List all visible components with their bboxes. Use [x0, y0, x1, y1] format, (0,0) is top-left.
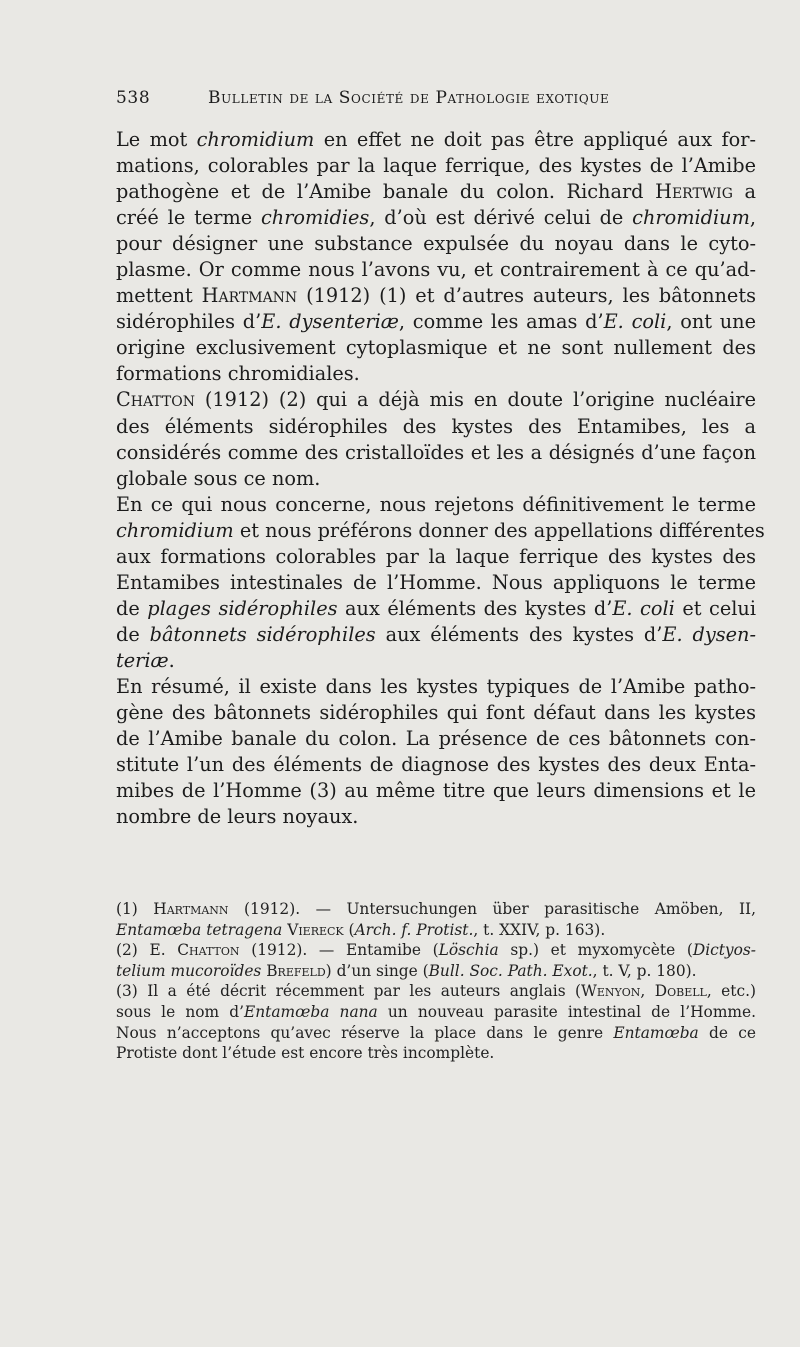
text-run: (1) [116, 900, 154, 918]
text-run: , [640, 982, 655, 1001]
text-run: chromidium [116, 518, 234, 542]
text-run: , d’où est dérivé celui de [369, 206, 633, 230]
text-run: Nous n’acceptons qu’avec réserve la place dans le genre [116, 1023, 614, 1042]
text-run: aux éléments des kystes d’ [375, 622, 663, 646]
text-run: Viereck [287, 920, 344, 939]
footnote-line [116, 1023, 756, 1044]
text-run: Chatton [116, 388, 195, 412]
text-run: (3) Il a été décrit récemment par les auteurs anglais ( [116, 982, 582, 1001]
text-run: Le mot [116, 128, 197, 151]
text-run: Bull. Soc. Path. Exot. [428, 961, 593, 980]
footnotes [116, 899, 756, 1064]
text-line [116, 309, 756, 335]
text-run: . [168, 648, 175, 672]
text-run: , t. XXIV, p. 163). [473, 920, 606, 939]
text-run: globale sous ce nom. [116, 466, 321, 490]
text-line [116, 414, 756, 440]
text-line [116, 596, 756, 622]
running-header [116, 88, 756, 108]
text-line [116, 648, 756, 674]
text-line [116, 700, 756, 726]
text-run: Entamœba nana [244, 1002, 378, 1021]
text-run: Dictyos- [692, 941, 756, 960]
text-run: mettent [116, 284, 202, 308]
footnote [116, 981, 756, 1063]
text-run: , etc.) [706, 982, 756, 1001]
text-line [116, 726, 756, 752]
text-run: Brefeld [266, 961, 326, 980]
text-run: En ce qui nous concerne, nous rejetons définitivement le terme [116, 492, 756, 516]
text-run: Entamœba [613, 1023, 699, 1042]
paragraph [116, 387, 756, 491]
text-run: Hertwig [655, 180, 733, 204]
footnote-line [116, 961, 756, 982]
text-run: mibes de l’Homme (3) au même titre que leurs dimensions et le [116, 779, 756, 803]
text-run: considérés comme des cristalloïdes et les a désignés d’une façon [116, 440, 756, 464]
text-run: de [116, 622, 150, 646]
text-line [116, 205, 756, 231]
text-run: ( [343, 920, 355, 939]
running-title: Bulletin de la Société de Pathologie exotique [208, 88, 610, 108]
text-run: a [732, 180, 757, 204]
text-run: E. coli [603, 310, 667, 334]
text-run: (2) E. [116, 941, 178, 960]
text-run: , ont une [666, 310, 756, 334]
text-run: des éléments sidérophiles des kystes des Entamibes, les a [116, 414, 756, 438]
footnote-line [116, 940, 756, 961]
text-line [116, 778, 756, 804]
text-run: Hartmann [201, 284, 298, 308]
text-run: Dobell [654, 982, 707, 1001]
text-run: (1912) (2) qui a déjà mis en doute l’origine nucléaire [194, 388, 756, 412]
paragraph [116, 127, 756, 387]
paragraph [116, 674, 756, 830]
text-run: en effet ne doit pas être appliqué aux for- [314, 128, 756, 151]
text-line [116, 804, 756, 830]
text-run: ) d’un singe ( [325, 961, 429, 980]
text-run: telium mucoroïdes [116, 961, 262, 980]
text-line [116, 752, 756, 778]
text-run: (1912) (1) et d’autres auteurs, les bâtonnets [297, 284, 756, 308]
footnote-line [116, 981, 756, 1002]
text-run: nombre de leurs noyaux. [116, 805, 359, 829]
text-run: de ce [698, 1023, 756, 1042]
text-line [116, 153, 756, 179]
text-run: aux formations colorables par la laque ferrique des kystes des [116, 544, 756, 568]
text-run: formations chromidiales. [116, 362, 360, 386]
text-run: plasme. Or comme nous l’avons vu, et contrairement à ce qu’ad- [116, 258, 756, 282]
text-run: Protiste dont l’étude est encore très incomplète. [116, 1044, 495, 1063]
text-run: Entamibes intestinales de l’Homme. Nous appliquons le terme [116, 570, 756, 594]
text-line [116, 518, 765, 544]
text-run: sp.) et myxomycète ( [498, 941, 693, 960]
text-run: et celui [674, 596, 756, 620]
text-line [116, 231, 756, 257]
text-run: (1912). — Untersuchungen über parasitische Amöben, II, [228, 900, 757, 918]
text-run: gène des bâtonnets sidérophiles qui font défaut dans les kystes [116, 701, 756, 725]
text-run: mations, colorables par la laque ferrique, des kystes de l’Amibe [116, 154, 756, 178]
text-line [116, 127, 756, 153]
text-run: et nous préférons donner des appellations différentes [233, 518, 765, 542]
text-run: teriæ [116, 648, 169, 672]
text-line [116, 179, 756, 205]
footnote [116, 940, 756, 981]
text-run: de [116, 596, 148, 620]
text-run: chromidium [196, 128, 315, 151]
text-run: Arch. f. Protist. [354, 920, 474, 939]
text-line [116, 440, 756, 466]
text-line [116, 492, 756, 518]
text-run: En résumé, il existe dans les kystes typiques de l’Amibe patho- [116, 674, 756, 698]
text-run: E. dysenteriæ [261, 310, 399, 334]
text-run: pour désigner une substance expulsée du noyau dans le cyto- [116, 232, 756, 256]
footnote-line [116, 1043, 756, 1064]
text-run: Wenyon [581, 982, 641, 1001]
text-run: Chatton [177, 941, 240, 960]
footnote [116, 899, 756, 940]
text-run: aux éléments des kystes d’ [337, 596, 613, 620]
text-line [116, 674, 756, 700]
page-number: 538 [116, 88, 151, 108]
paragraph [116, 492, 765, 674]
text-run: sous le nom d’ [116, 1002, 245, 1021]
body-text [116, 127, 765, 830]
text-run: E. coli [612, 596, 675, 620]
text-run: créé le terme [116, 206, 261, 230]
text-line [116, 257, 756, 283]
footnote-line [116, 920, 756, 941]
footnote-line [116, 1002, 756, 1023]
text-run: de l’Amibe banale du colon. La présence de ces bâtonnets con- [116, 727, 756, 751]
text-run: chromidium [632, 206, 750, 230]
text-run: origine exclusivement cytoplasmique et ne sont nullement des [116, 336, 756, 360]
text-run: sidérophiles d’ [116, 310, 262, 334]
text-run: chromidies [261, 206, 370, 230]
text-run: pathogène et de l’Amibe banale du colon. Richard [116, 180, 656, 204]
text-run: Entamœba tetragena [116, 920, 283, 939]
text-run: plages sidérophiles [147, 596, 338, 620]
text-run: , comme les amas d’ [398, 310, 604, 334]
text-run: un nouveau parasite intestinal de l’Homme. [377, 1002, 757, 1021]
text-line [116, 387, 756, 413]
text-line [116, 361, 756, 387]
text-line [116, 283, 756, 309]
text-run: , [749, 206, 757, 230]
text-line [116, 466, 756, 492]
text-run: bâtonnets sidérophiles [149, 622, 376, 646]
text-line [116, 544, 756, 570]
text-run: E. dysen- [662, 622, 756, 646]
text-run: stitute l’un des éléments de diagnose des kystes des deux Enta- [116, 753, 756, 777]
footnote-line [116, 899, 756, 920]
text-run: Löschia [438, 941, 499, 960]
text-run: (1912). — Entamibe ( [239, 941, 439, 960]
text-line [116, 335, 756, 361]
text-line [116, 622, 756, 648]
text-run: Hartmann [153, 900, 229, 918]
text-line [116, 570, 756, 596]
text-run: , t. V, p. 180). [592, 961, 697, 980]
